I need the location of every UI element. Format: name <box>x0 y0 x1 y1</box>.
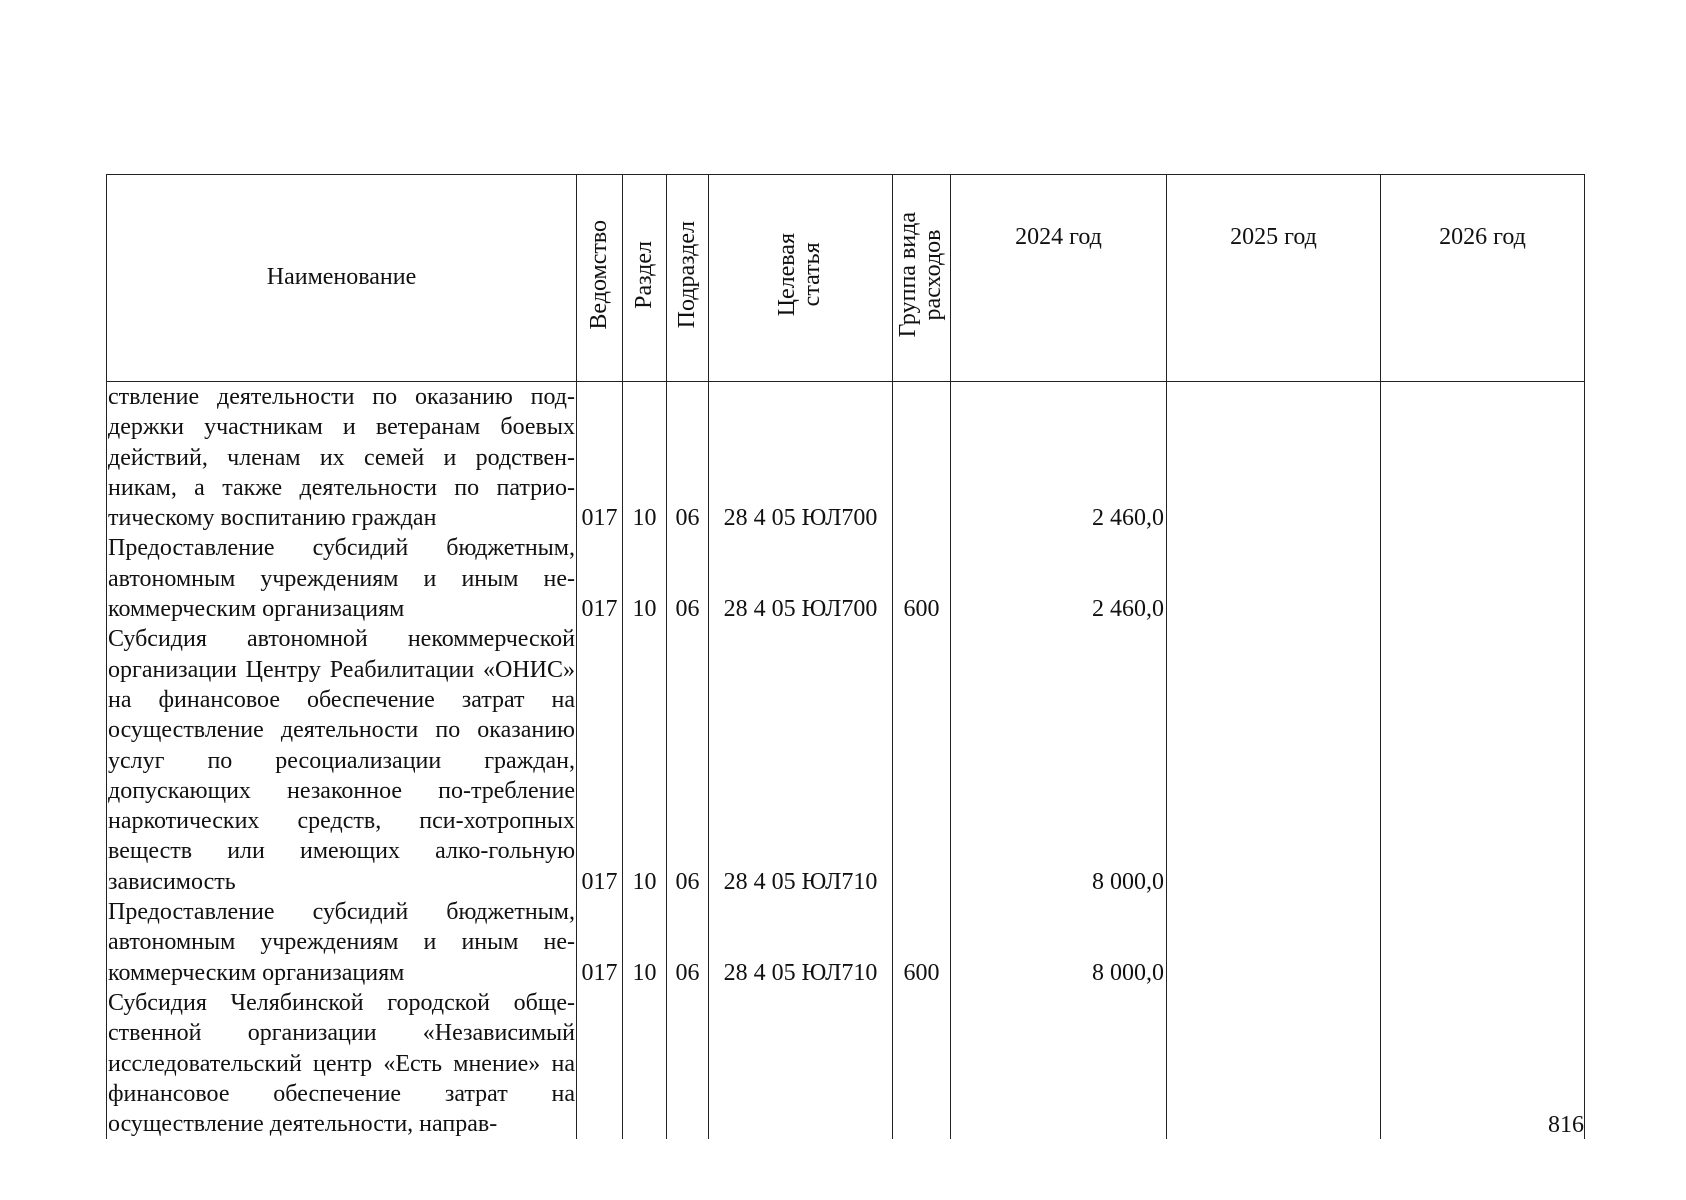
row-amount-2026 <box>1381 533 1585 624</box>
header-gruppa-line1: Группа вида <box>895 212 922 338</box>
header-gruppa-label <box>896 212 946 337</box>
row-razdel <box>623 988 667 1139</box>
header-year-2024-label: 2024 год <box>1015 224 1102 250</box>
row-name: ствление деятельности по оказанию под-держки участникам и ветеранам боевых действий, членам их семей и родствен-никам, а также деятельности по патрио-тическому воспитанию граждан <box>107 382 577 534</box>
row-podrazdel <box>667 988 709 1139</box>
row-gruppa <box>893 988 951 1139</box>
row-name: Предоставление субсидий бюджетным, автономным учреждениям и иным не-коммерческим организациям <box>107 897 577 988</box>
row-amount-2024: 8 000,0 <box>951 624 1167 897</box>
page-number: 816 <box>1548 1112 1584 1138</box>
row-vedomstvo <box>577 988 623 1139</box>
header-podrazdel-label: Подраздел <box>673 221 700 329</box>
row-amount-2024: 2 460,0 <box>951 533 1167 624</box>
table-row <box>107 624 1585 897</box>
row-razdel: 10 <box>623 533 667 624</box>
row-amount-2026 <box>1381 382 1585 534</box>
row-razdel: 10 <box>623 897 667 988</box>
row-amount-2024: 2 460,0 <box>951 382 1167 534</box>
table-row <box>107 897 1585 988</box>
row-podrazdel: 06 <box>667 624 709 897</box>
row-amount-2025 <box>1167 382 1381 534</box>
header-vedomstvo-label: Ведомство <box>585 220 612 330</box>
row-celevaya-statya: 28 4 05 ЮЛ700 <box>709 533 893 624</box>
row-gruppa: 600 <box>893 533 951 624</box>
header-celevaya-line2: статья <box>799 242 826 307</box>
header-celevaya-line1: Целевая <box>774 233 801 317</box>
table-header-row <box>107 175 1585 382</box>
row-podrazdel: 06 <box>667 382 709 534</box>
row-gruppa <box>893 624 951 897</box>
row-vedomstvo: 017 <box>577 897 623 988</box>
row-amount-2024: 8 000,0 <box>951 897 1167 988</box>
row-amount-2025 <box>1167 533 1381 624</box>
row-name: Предоставление субсидий бюджетным, автономным учреждениям и иным не-коммерческим организациям <box>107 533 577 624</box>
row-razdel: 10 <box>623 624 667 897</box>
budget-table <box>106 174 1585 1139</box>
row-vedomstvo: 017 <box>577 382 623 534</box>
row-name: Субсидия Челябинской городской обще-ственной организации «Независимый исследовательский центр «Есть мнение» на финансовое обеспечение затрат на осуществление деятельности, направ- <box>107 988 577 1139</box>
header-podrazdel <box>667 175 709 382</box>
row-celevaya-statya <box>709 988 893 1139</box>
header-vedomstvo <box>577 175 623 382</box>
header-year-2026-label: 2026 год <box>1439 224 1526 250</box>
table-row <box>107 988 1585 1139</box>
header-year-2025 <box>1167 175 1381 382</box>
row-amount-2025 <box>1167 988 1381 1139</box>
header-gruppa-vida-rashodov <box>893 175 951 382</box>
row-podrazdel: 06 <box>667 533 709 624</box>
header-celevaya-statya <box>709 175 893 382</box>
row-celevaya-statya: 28 4 05 ЮЛ700 <box>709 382 893 534</box>
row-celevaya-statya: 28 4 05 ЮЛ710 <box>709 624 893 897</box>
header-year-2025-label: 2025 год <box>1230 224 1317 250</box>
header-gruppa-line2: расходов <box>920 229 947 321</box>
row-celevaya-statya: 28 4 05 ЮЛ710 <box>709 897 893 988</box>
row-gruppa <box>893 382 951 534</box>
header-razdel-label: Раздел <box>630 240 657 309</box>
row-amount-2026 <box>1381 897 1585 988</box>
table-row <box>107 533 1585 624</box>
header-razdel <box>623 175 667 382</box>
row-name: Субсидия автономной некоммерческой организации Центру Реабилитации «ОНИС» на финансовое обеспечение затрат на осуществление деятельности по оказанию услуг по ресоциализации граждан, допускающих незаконное по-требление наркотических средств, пси-хотропных веществ или имеющих алко-гольную зависимость <box>107 624 577 897</box>
row-amount-2026 <box>1381 624 1585 897</box>
header-name-label: Наименование <box>266 264 417 291</box>
table-row <box>107 382 1585 534</box>
row-vedomstvo: 017 <box>577 624 623 897</box>
row-amount-2024 <box>951 988 1167 1139</box>
row-razdel: 10 <box>623 382 667 534</box>
row-amount-2025 <box>1167 897 1381 988</box>
row-amount-2025 <box>1167 624 1381 897</box>
header-year-2024 <box>951 175 1167 382</box>
header-year-2026 <box>1381 175 1585 382</box>
header-name <box>107 175 577 382</box>
header-celevaya-statya-label <box>775 233 825 316</box>
row-vedomstvo: 017 <box>577 533 623 624</box>
row-podrazdel: 06 <box>667 897 709 988</box>
row-gruppa: 600 <box>893 897 951 988</box>
